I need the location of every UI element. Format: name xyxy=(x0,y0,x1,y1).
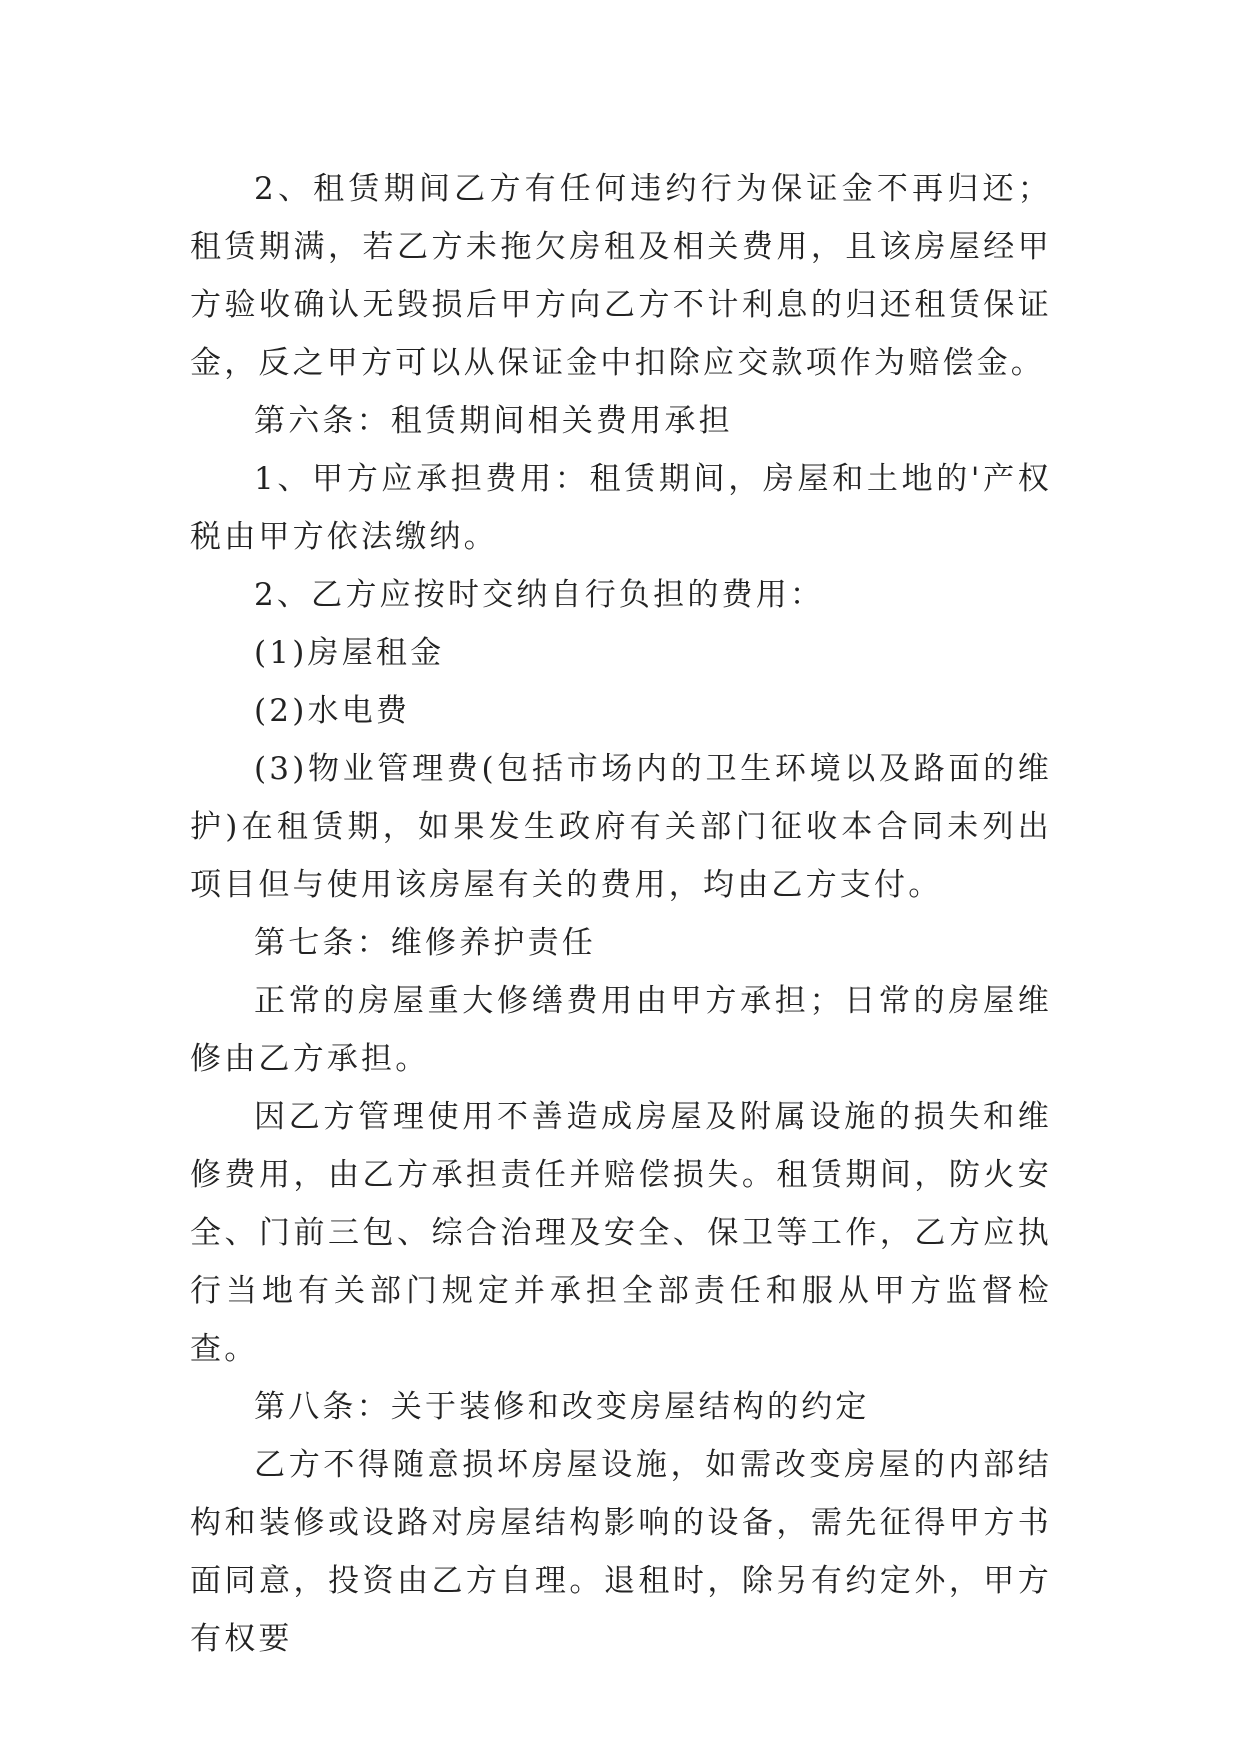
list-item-utilities: (2)水电费 xyxy=(254,693,411,729)
list-item-rent: (1)房屋租金 xyxy=(254,635,445,671)
paragraph-repair-duty: 正常的房屋重大修缮费用由甲方承担；日常的房屋维修由乙方承担。 xyxy=(190,983,1052,1077)
heading-article-6: 第六条：租赁期间相关费用承担 xyxy=(254,403,733,439)
list-item-property-fee: (3)物业管理费(包括市场内的卫生环境以及路面的维护)在租赁期，如果发生政府有关部门征收本合同未列出项目但与使用该房屋有关的费用，均由乙方支付。 xyxy=(190,751,1052,903)
paragraph-renovation: 乙方不得随意损坏房屋设施，如需改变房屋的内部结构和装修或设路对房屋结构影响的设备，需先征得甲方书面同意，投资由乙方自理。退租时，除另有约定外，甲方有权要 xyxy=(190,1447,1052,1657)
document-body xyxy=(190,160,1052,1668)
paragraph-party-b-fees: 2、乙方应按时交纳自行负担的费用： xyxy=(254,577,825,613)
heading-article-8: 第八条：关于装修和改变房屋结构的约定 xyxy=(254,1389,870,1425)
heading-article-7: 第七条：维修养护责任 xyxy=(254,925,596,961)
paragraph-party-a-fees: 1、甲方应承担费用：租赁期间，房屋和土地的'产权税由甲方依法缴纳。 xyxy=(190,461,1052,555)
paragraph-deposit-return: 2、租赁期间乙方有任何违约行为保证金不再归还；租赁期满，若乙方未拖欠房租及相关费用，且该房屋经甲方验收确认无毁损后甲方向乙方不计利息的归还租赁保证金，反之甲方可以从保证金中扣除应交款项作为赔偿金。 xyxy=(190,171,1052,381)
paragraph-damage-liability: 因乙方管理使用不善造成房屋及附属设施的损失和维修费用，由乙方承担责任并赔偿损失。租赁期间，防火安全、门前三包、综合治理及安全、保卫等工作，乙方应执行当地有关部门规定并承担全部责任和服从甲方监督检查。 xyxy=(190,1099,1052,1367)
